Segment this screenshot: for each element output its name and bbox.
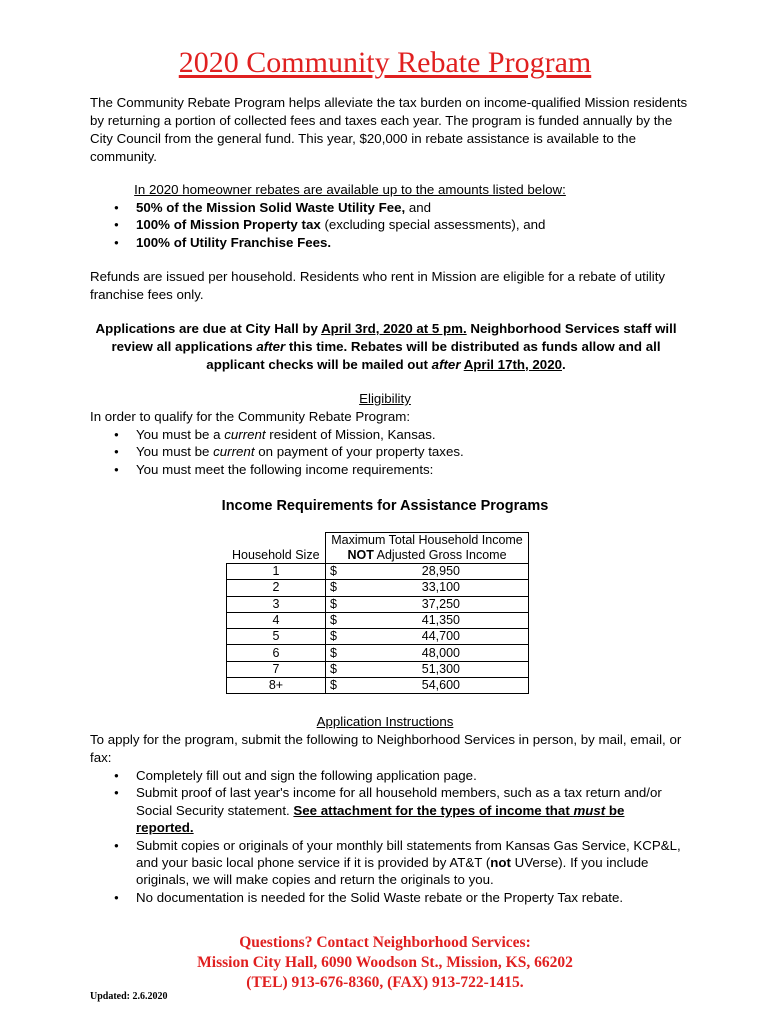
income-amount: 51,300 bbox=[421, 661, 460, 676]
list-item-emphasis: current bbox=[224, 427, 266, 442]
table-row bbox=[227, 596, 529, 612]
list-item bbox=[90, 889, 690, 906]
eligibility-list bbox=[90, 426, 690, 478]
list-item bbox=[90, 216, 690, 233]
deadline-emphasis: after bbox=[256, 339, 286, 354]
list-item bbox=[90, 234, 690, 251]
income-cell bbox=[326, 629, 529, 645]
income-cell bbox=[326, 661, 529, 677]
household-size-cell: 2 bbox=[227, 580, 326, 596]
deadline-text: this time. Rebates will be distributed as funds allow and all applicant checks will be mailed out bbox=[206, 339, 661, 372]
list-item-bold: 100% of Mission Property tax bbox=[136, 217, 321, 233]
list-item-text: (excluding special assessments), and bbox=[320, 217, 546, 233]
currency-symbol: $ bbox=[330, 596, 337, 611]
rebates-lead: In 2020 homeowner rebates are available up to the amounts listed below: bbox=[134, 182, 566, 197]
income-table-body bbox=[227, 564, 529, 694]
income-amount: 28,950 bbox=[421, 564, 460, 579]
list-item bbox=[90, 443, 690, 460]
list-item bbox=[90, 767, 690, 784]
list-item-text: resident of Mission, Kansas. bbox=[265, 427, 436, 442]
table-header-row bbox=[227, 533, 529, 564]
currency-symbol: $ bbox=[330, 661, 337, 676]
income-amount: 48,000 bbox=[421, 645, 460, 660]
instructions-lead: To apply for the program, submit the following to Neighborhood Services in person, by mail, email, or fax: bbox=[90, 732, 682, 765]
household-size-cell: 4 bbox=[227, 612, 326, 628]
eligibility-section bbox=[90, 390, 690, 478]
contact-block bbox=[0, 933, 770, 993]
list-item-text: No documentation is needed for the Solid Waste rebate or the Property Tax rebate. bbox=[136, 889, 624, 905]
income-amount: 41,350 bbox=[421, 613, 460, 628]
currency-symbol: $ bbox=[330, 580, 337, 595]
list-item-bold: 50% of the Mission Solid Waste Utility Fee, bbox=[136, 200, 406, 215]
instructions-section bbox=[90, 713, 690, 906]
table-row bbox=[227, 564, 529, 580]
eligibility-heading: Eligibility bbox=[359, 391, 411, 406]
contact-phone: (TEL) 913-676-8360, (FAX) 913-722-1415. bbox=[246, 974, 524, 991]
currency-symbol: $ bbox=[330, 678, 337, 693]
table-row bbox=[227, 612, 529, 628]
currency-symbol: $ bbox=[330, 629, 337, 644]
table-row bbox=[227, 645, 529, 661]
household-size-cell: 8+ bbox=[227, 678, 326, 694]
contact-address: Mission City Hall, 6090 Woodson St., Mission, KS, 66202 bbox=[197, 954, 573, 971]
list-item-text: Submit copies or originals of your monthly bill statements from Kansas Gas Service, KCP&L, and your basic local phone service if it is provided by AT&T ( bbox=[136, 837, 681, 871]
household-size-cell: 7 bbox=[227, 661, 326, 677]
rebates-section bbox=[90, 181, 690, 251]
list-item bbox=[90, 784, 690, 836]
income-amount: 54,600 bbox=[421, 678, 460, 693]
income-header-not: NOT bbox=[347, 548, 374, 562]
household-size-cell: 6 bbox=[227, 645, 326, 661]
contact-heading: Questions? Contact Neighborhood Services: bbox=[239, 934, 531, 951]
list-item bbox=[90, 199, 690, 216]
income-table-title: Income Requirements for Assistance Programs bbox=[221, 498, 549, 514]
list-item-text: on payment of your property taxes. bbox=[254, 444, 464, 460]
income-cell bbox=[326, 612, 529, 628]
list-item-text: and bbox=[405, 200, 432, 215]
list-item-text: You must meet the following income requirements: bbox=[136, 461, 434, 477]
instructions-list bbox=[90, 767, 690, 906]
deadline-text: . bbox=[562, 357, 566, 372]
income-cell bbox=[326, 564, 529, 580]
currency-symbol: $ bbox=[330, 645, 337, 660]
list-item-bold: not bbox=[490, 855, 511, 871]
income-cell bbox=[326, 678, 529, 694]
list-item-text: Completely fill out and sign the following application page. bbox=[136, 768, 477, 783]
list-item-text: UVerse). If you include originals, we will make copies and return the originals to you. bbox=[136, 855, 649, 888]
list-item bbox=[90, 837, 690, 889]
instructions-heading: Application Instructions bbox=[316, 714, 454, 729]
household-size-cell: 5 bbox=[227, 629, 326, 645]
table-row bbox=[227, 661, 529, 677]
attachment-note: See attachment for the types of income that must be reported. bbox=[136, 802, 625, 836]
income-amount: 44,700 bbox=[421, 629, 460, 644]
page-title: 2020 Community Rebate Program bbox=[178, 46, 592, 79]
list-item bbox=[90, 426, 690, 443]
list-item-text: Submit proof of last year's income for all household members, such as a tax return and/or Social Security statement. bbox=[136, 785, 662, 818]
list-item bbox=[90, 461, 690, 478]
rebates-list bbox=[90, 199, 690, 251]
list-item-text: You must be a bbox=[136, 427, 225, 442]
income-cell bbox=[326, 596, 529, 612]
deadline-text: Neighborhood Services staff will review all applications bbox=[111, 321, 677, 354]
table-row bbox=[227, 678, 529, 694]
mail-date: April 17th, 2020 bbox=[463, 357, 562, 372]
household-size-cell: 1 bbox=[227, 564, 326, 580]
intro-paragraph: The Community Rebate Program helps alleviate the tax burden on income-qualified Mission residents by returning a portion of collected fees and taxes each year. The program is funded annually by the City Council from the general fund. This year, $20,000 in rebate assistance is available to the community. bbox=[90, 95, 688, 164]
income-amount: 33,100 bbox=[421, 580, 460, 595]
income-cell bbox=[326, 580, 529, 596]
household-size-header: Household Size bbox=[227, 533, 326, 564]
income-header-line1: Maximum Total Household Income bbox=[331, 533, 523, 547]
income-header bbox=[326, 533, 529, 564]
income-table bbox=[226, 532, 529, 694]
deadline-emphasis: after bbox=[431, 357, 461, 372]
deadline-text: Applications are due at City Hall by bbox=[95, 321, 322, 336]
income-cell bbox=[326, 645, 529, 661]
eligibility-lead: In order to qualify for the Community Rebate Program: bbox=[90, 409, 411, 424]
list-item-text: You must be bbox=[136, 444, 214, 460]
deadline-date: April 3rd, 2020 at 5 pm. bbox=[321, 321, 467, 336]
currency-symbol: $ bbox=[330, 613, 337, 628]
deadline-paragraph bbox=[90, 320, 682, 374]
refunds-paragraph: Refunds are issued per household. Residents who rent in Mission are eligible for a rebate of utility franchise fees only. bbox=[90, 269, 666, 302]
income-amount: 37,250 bbox=[421, 596, 460, 611]
updated-date: Updated: 2.6.2020 bbox=[90, 991, 168, 1002]
currency-symbol: $ bbox=[330, 564, 337, 579]
income-header-line2 bbox=[330, 548, 524, 563]
table-row bbox=[227, 580, 529, 596]
income-header-rest: Adjusted Gross Income bbox=[373, 548, 507, 562]
household-size-cell: 3 bbox=[227, 596, 326, 612]
list-item-emphasis: current bbox=[213, 444, 255, 460]
table-row bbox=[227, 629, 529, 645]
list-item-bold: 100% of Utility Franchise Fees. bbox=[136, 234, 332, 250]
